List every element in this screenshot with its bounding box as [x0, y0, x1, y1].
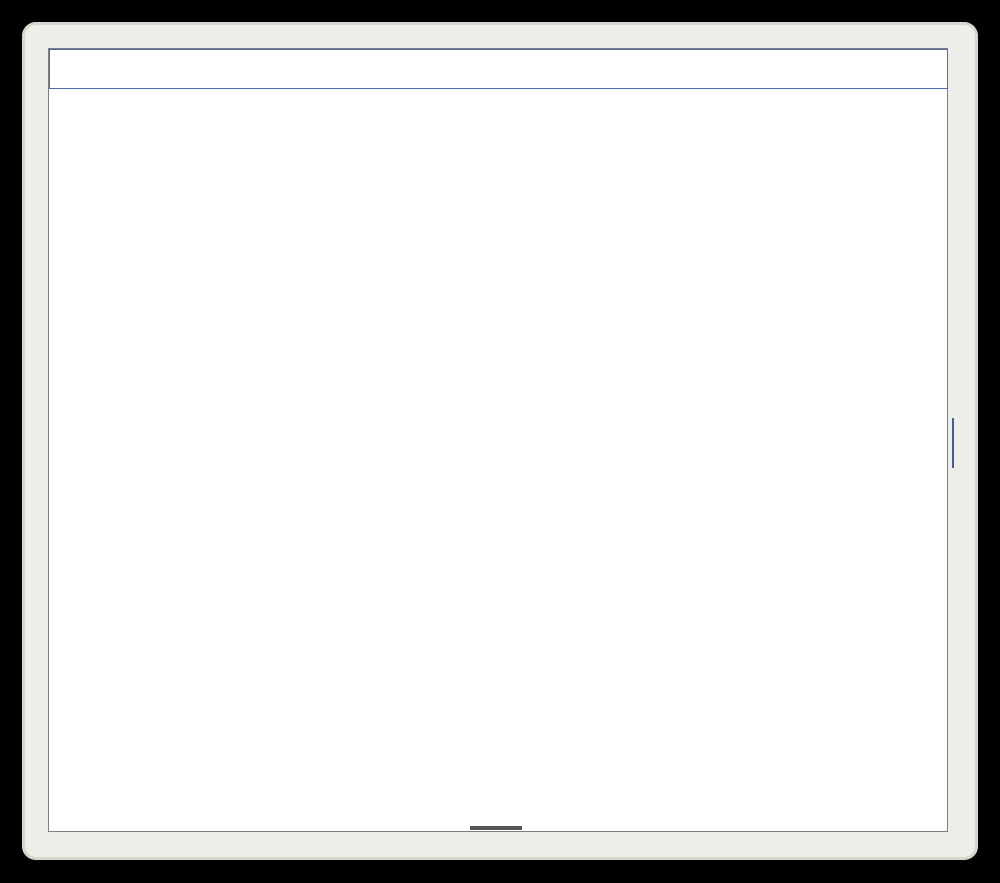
size-information-sheet: [48, 48, 948, 832]
tablecloth-size-table: [49, 49, 948, 89]
scroll-marker: [952, 418, 954, 468]
page-title: [50, 50, 948, 89]
bottom-tick-mark: [470, 826, 522, 830]
note-text: [49, 89, 947, 95]
